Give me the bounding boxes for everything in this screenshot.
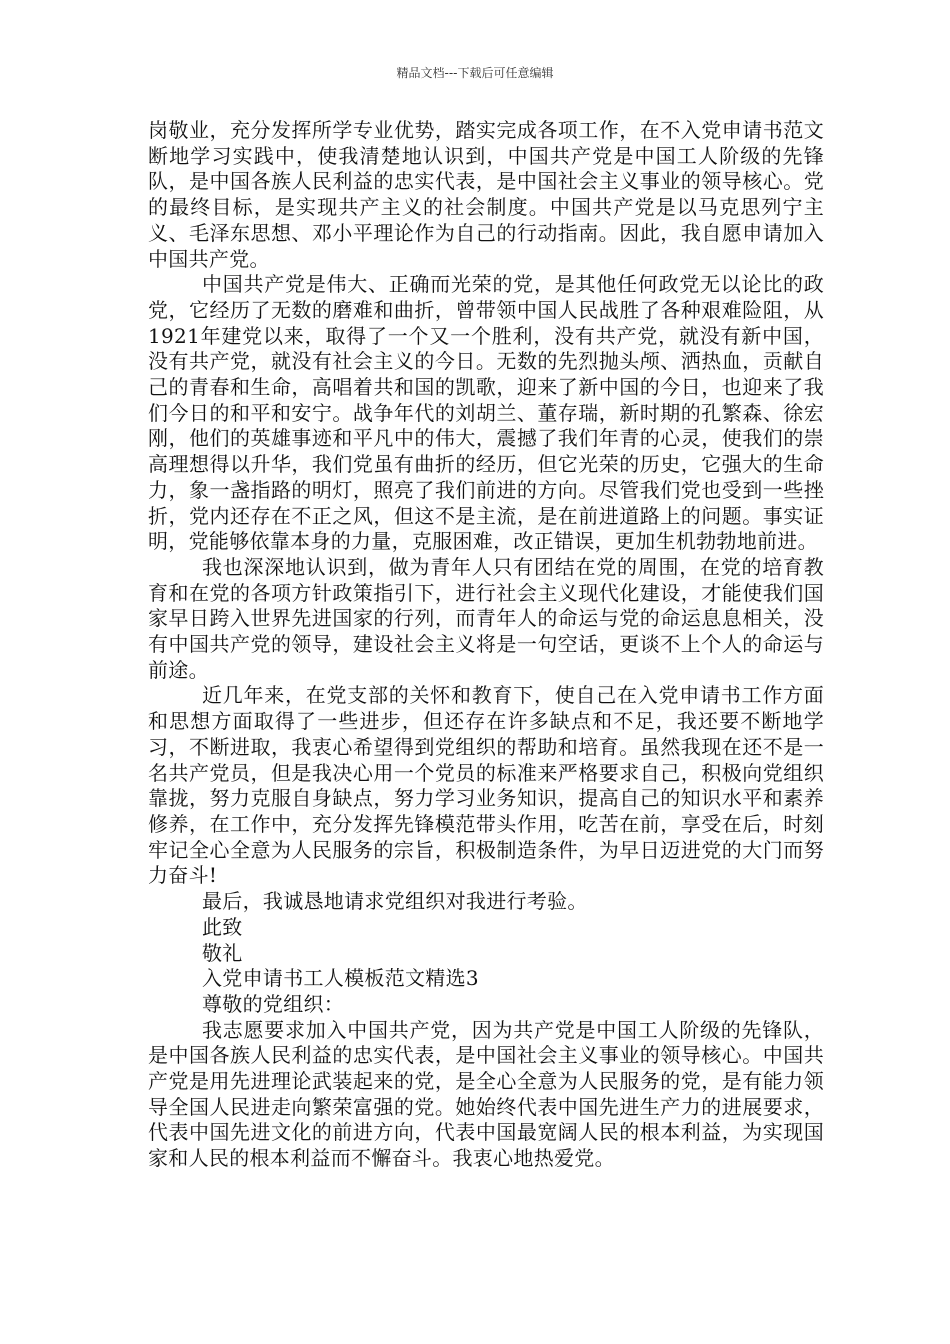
salutation-jing-li: 敬礼 <box>202 940 243 965</box>
section-heading: 入党申请书工人模板范文精选3 <box>202 966 479 991</box>
paragraph-5: 最后，我诚恳地请求党组织对我进行考验。 <box>202 889 588 914</box>
document-body <box>148 118 824 1172</box>
paragraph-4: 近几年来，在党支部的关怀和教育下，使自己在入党申请书工作方面和思想方面取得了一些进步，但还存在许多缺点和不足，我还要不断地学习，不断进取，我衷心希望得到党组织的帮助和培育。虽然我现在还不是一名共产党员，但是我决心用一个党员的标准来严格要求自己，积极向党组织靠拢，努力克服自身缺点，努力学习业务知识，提高自己的知识水平和素养修养，在工作中，充分发挥先锋模范带头作用，吃苦在前，享受在后，时刻牢记全心全意为人民服务的宗旨，积极制造条件，为早日迈进党的大门而努力奋斗! <box>148 683 824 888</box>
paragraph-1: 岗敬业，充分发挥所学专业优势，踏实完成各项工作，在不入党申请书范文断地学习实践中，使我清楚地认识到，中国共产党是中国工人阶级的先锋队，是中国各族人民利益的忠实代表，是中国社会主义事业的领导核心。党的最终目标，是实现共产主义的社会制度。中国共产党是以马克思列宁主义、毛泽东思想、邓小平理论作为自己的行动指南。因此，我自愿申请加入中国共产党。 <box>148 118 824 271</box>
paragraph-2: 中国共产党是伟大、正确而光荣的党，是其他任何政党无以论比的政党，它经历了无数的磨难和曲折，曾带领中国人民战胜了各种艰难险阻，从1921年建党以来，取得了一个又一个胜利，没有共产党，就没有新中国，没有共产党，就没有社会主义的今日。无数的先烈抛头颅、洒热血，贡献自己的青春和生命，高唱着共和国的凯歌，迎来了新中国的今日，也迎来了我们今日的和平和安宁。战争年代的刘胡兰、董存瑞，新时期的孔繁森、徐宏刚，他们的英雄事迹和平凡中的伟大，震撼了我们年青的心灵，使我们的崇高理想得以升华，我们党虽有曲折的经历，但它光荣的历史，它强大的生命力，象一盏指路的明灯，照亮了我们前进的方向。尽管我们党也受到一些挫折，党内还存在不正之风，但这不是主流，是在前进道路上的问题。事实证明，党能够依靠本身的力量，克服困难，改正错误，更加生机勃勃地前进。 <box>148 272 824 554</box>
paragraph-3: 我也深深地认识到，做为青年人只有团结在党的周围，在党的培育教育和在党的各项方针政策指引下，进行社会主义现代化建设，才能使我们国家早日跨入世界先进国家的行列，而青年人的命运与党的命运息息相关，没有中国共产党的领导，建设社会主义将是一句空话，更谈不上个人的命运与前途。 <box>148 554 824 682</box>
salutation-ci-zhi: 此致 <box>202 914 243 939</box>
paragraph-10: 我志愿要求加入中国共产党，因为共产党是中国工人阶级的先锋队，是中国各族人民利益的忠实代表，是中国社会主义事业的领导核心。中国共产党是用先进理论武装起来的党，是全心全意为人民服务的党，是有能力领导全国人民进走向繁荣富强的党。她始终代表中国先进生产力的进展要求，代表中国先进文化的前进方向，代表中国最宽阔人民的根本利益，为实现国家和人民的根本利益而不懈奋斗。我衷心地热爱党。 <box>148 1017 824 1171</box>
greeting: 尊敬的党组织： <box>202 991 345 1016</box>
page-header: 精品文档---下载后可任意编辑 <box>396 66 554 80</box>
